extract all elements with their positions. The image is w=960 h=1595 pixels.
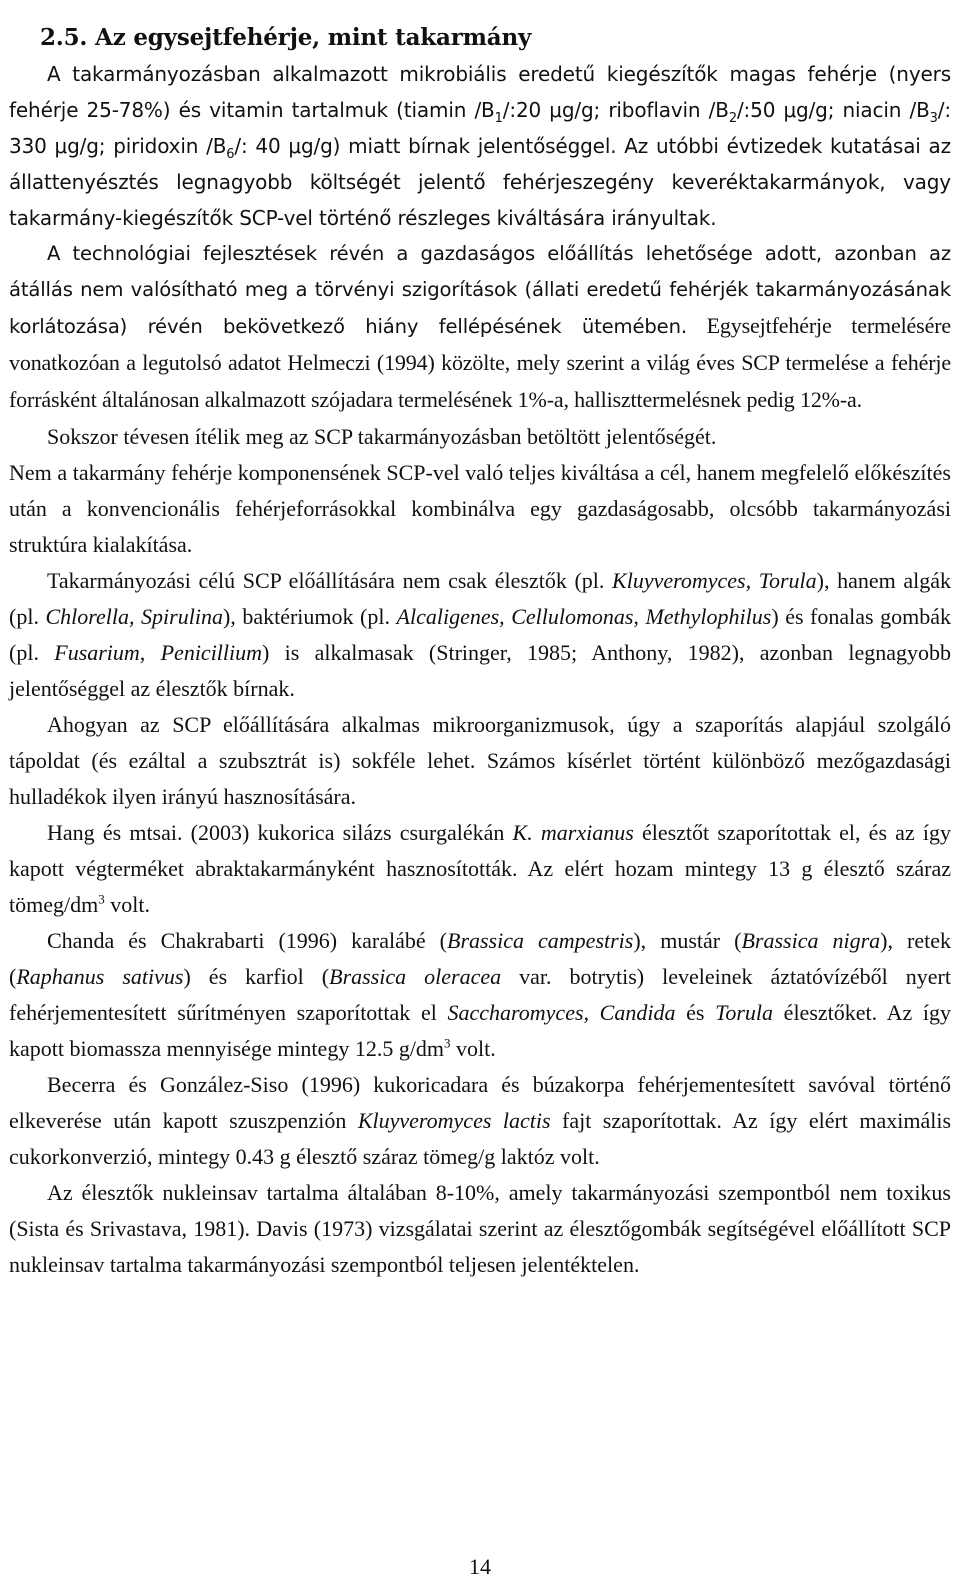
text: Chanda és Chakrabarti (1996) karalábé ( bbox=[47, 928, 447, 953]
italic-text: Brassica oleracea bbox=[329, 964, 502, 989]
text: ) és fonalas gombák (pl. bbox=[9, 604, 951, 665]
text: ) és karfiol ( bbox=[183, 964, 330, 989]
text: Ahogyan az SCP előállítására alkalmas mikroorganizmusok, úgy a szaporítás alapjául szolgáló tápoldat (és ezáltal a szubsztrát is) sokféle lehet. Számos kísérlet történt különböző mezőgazdasági hulladékok ilyen irányú hasznosítására. bbox=[9, 712, 951, 809]
page-number: 14 bbox=[469, 1554, 491, 1579]
section-heading bbox=[40, 20, 951, 56]
paragraph-chanda bbox=[9, 923, 951, 1067]
text: Takarmányozási célú SCP előállítására nem csak élesztők (pl. bbox=[47, 568, 613, 593]
superscript: 3 bbox=[98, 891, 105, 907]
document-page bbox=[9, 20, 951, 1283]
text: élesztőt szaporítottak el, és az így kapott végterméket abraktakarmányként hasznosították. Az elért hozam mintegy 13 g élesztő száraz tömeg/dm bbox=[9, 820, 952, 917]
italic-text: Kluyveromyces lactis bbox=[357, 1108, 551, 1133]
paragraph-organisms bbox=[9, 563, 951, 707]
text: /:50 μg/g; niacin /B bbox=[736, 98, 930, 122]
text: volt. bbox=[104, 892, 150, 917]
subscript: 6 bbox=[226, 147, 235, 162]
italic-text: Alcaligenes, Cellulomonas, Methylophilus bbox=[396, 604, 772, 629]
text: Egysejtfehérje termelésére vonatkozóan a legutolsó adatot Helmeczi (1994) közölte, mely szerint a világ éves SCP termelése a fehérje forrásként általánosan alkalmazott szójadara termelésének 1%-a, halliszttermelésnek pedig 12%-a. bbox=[9, 313, 951, 412]
text: Hang és mtsai. (2003) kukorica silázs csurgalékán bbox=[47, 820, 513, 845]
italic-text: K. marxianus bbox=[512, 820, 634, 845]
italic-text: Chlorella, Spirulina bbox=[45, 604, 223, 629]
italic-text: Fusarium, Penicillium bbox=[54, 640, 263, 665]
italic-text: Torula bbox=[715, 1000, 774, 1025]
text: Sokszor tévesen ítélik meg az SCP takarmányozásban betöltött jelentőségét. bbox=[47, 424, 717, 449]
text: /: 330 μg/g; piridoxin /B bbox=[9, 98, 951, 158]
text: ), hanem algák (pl. bbox=[9, 568, 951, 629]
paragraph-misjudged bbox=[9, 419, 951, 455]
paragraph-not-replacement bbox=[9, 455, 951, 563]
text: A technológiai fejlesztések révén a gazdaságos előállítás lehetősége adott, azonban az átállás nem valósítható meg a törvényi szigorítások (állati eredetű fehérjék takarmányozásának korlátozása) révén bekövetkező hiány fellépésének ütemében. bbox=[9, 242, 951, 338]
italic-text: Saccharomyces, Candida bbox=[447, 1000, 676, 1025]
text: ) is alkalmasak (Stringer, 1985; Anthony, 1982), azonban legnagyobb jelentőséggel az élesztők bírnak. bbox=[9, 640, 951, 701]
paragraph-nucleic-acid bbox=[9, 1175, 951, 1283]
text: ), baktériumok (pl. bbox=[222, 604, 397, 629]
text: és bbox=[675, 1000, 716, 1025]
italic-text: Brassica campestris bbox=[447, 928, 634, 953]
paragraph-hang bbox=[9, 815, 951, 923]
paragraph-substrates bbox=[9, 707, 951, 815]
text: /: 40 μg/g) miatt bírnak jelentőséggel. Az utóbbi évtizedek kutatásai az állattenyésztés legnagyobb költségét jelentő fehérjeszegény keveréktakarmányok, vagy takarmány-kiegészítők SCP-vel történő részleges kiváltására irányultak. bbox=[9, 134, 951, 230]
text: fajt szaporítottak. Az így elért maximális cukorkonverzió, mintegy 0.43 g élesztő száraz tömeg/g laktóz volt. bbox=[9, 1108, 952, 1169]
text: Az élesztők nukleinsav tartalma általában 8-10%, amely takarmányozási szempontból nem toxikus (Sista és Srivastava, 1981). Davis (1973) vizsgálatai szerint az élesztőgombák segítségével előállított SCP nukleinsav tartalma takarmányozási szempontból teljesen jelentéktelen. bbox=[9, 1180, 951, 1277]
text: Becerra és González-Siso (1996) kukoricadara és búzakorpa fehérjementesített savóval történő elkeverése után kapott szuszpenzión bbox=[9, 1072, 951, 1133]
text: A takarmányozásban alkalmazott mikrobiális eredetű kiegészítők magas fehérje (nyers fehérje 25-78%) és vitamin tartalmuk (tiamin /B bbox=[9, 62, 951, 122]
subscript: 3 bbox=[929, 111, 938, 126]
italic-text: Brassica nigra bbox=[741, 928, 881, 953]
paragraph-technology bbox=[9, 236, 951, 419]
text: élesztőket. Az így kapott biomassza mennyisége mintegy 12.5 g/dm bbox=[9, 1000, 952, 1061]
subscript: 1 bbox=[494, 111, 503, 126]
text: ), retek ( bbox=[9, 928, 951, 989]
text: var. botrytis) leveleinek áztatóvízéből nyert fehérjementesített sűrítményen szaporítottak el bbox=[9, 964, 951, 1025]
section-title: Az egysejtfehérje, mint takarmány bbox=[95, 24, 532, 51]
superscript: 3 bbox=[444, 1035, 451, 1051]
text: /:20 μg/g; riboflavin /B bbox=[502, 98, 729, 122]
section-number: 2.5. bbox=[40, 24, 88, 51]
text: Nem a takarmány fehérje komponensének SCP-vel való teljes kiváltása a cél, hanem megfelelő előkészítés után a konvencionális fehérjeforrásokkal kombinálva egy gazdaságosabb, olcsóbb takarmányozási struktúra kialakítása. bbox=[9, 460, 951, 557]
subscript: 2 bbox=[728, 111, 737, 126]
text: ), mustár ( bbox=[633, 928, 742, 953]
italic-text: Raphanus sativus bbox=[16, 964, 184, 989]
italic-text: Kluyveromyces, Torula bbox=[612, 568, 817, 593]
paragraph-becerra bbox=[9, 1067, 951, 1175]
text: volt. bbox=[450, 1036, 496, 1061]
paragraph-intro bbox=[9, 56, 951, 236]
